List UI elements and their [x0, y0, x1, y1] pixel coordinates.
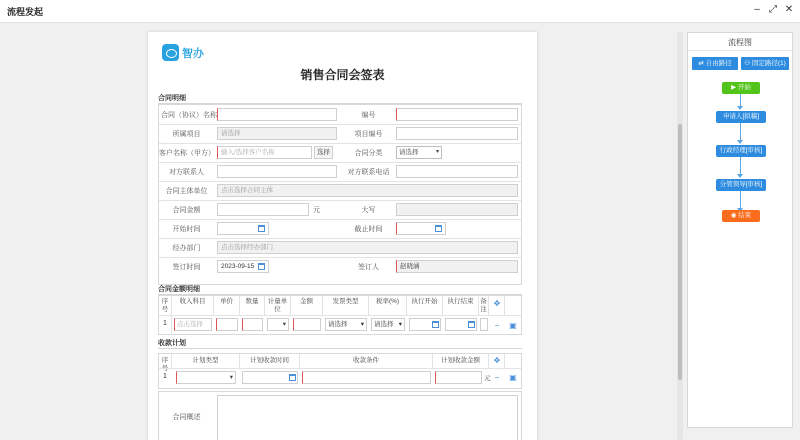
- label-start-time: 开始时间: [172, 226, 201, 233]
- label-their-phone: 对方联系电话: [347, 169, 390, 176]
- column-header: 备注: [479, 296, 489, 315]
- plan-time-input[interactable]: [242, 371, 298, 384]
- flow-title: 流程图: [728, 38, 752, 47]
- measure-unit-select[interactable]: [267, 318, 289, 331]
- form-row: [159, 181, 521, 201]
- label-contract-name: 合同（协议）名称: [161, 112, 217, 119]
- label-number: 编号: [361, 112, 376, 119]
- dept-select[interactable]: 点击选择经办部门: [217, 241, 518, 254]
- start-time-input[interactable]: [217, 222, 269, 235]
- label-summary: 合同概述: [172, 414, 201, 421]
- column-header: 收款条件: [300, 354, 433, 368]
- flow-panel: [687, 32, 793, 428]
- flow-arrow: [737, 106, 743, 110]
- logo-icon: [162, 44, 179, 61]
- sign-date-value: 2023-09-15: [221, 263, 255, 270]
- column-header: 计划收款金额: [433, 354, 489, 368]
- column-header: 发票类型: [323, 296, 369, 315]
- form-row: [159, 200, 521, 220]
- plan-amount-input[interactable]: [435, 371, 482, 384]
- amount-cell-input[interactable]: [293, 318, 321, 331]
- chevron-down-icon: ▾: [282, 321, 286, 328]
- chevron-down-icon: ▾: [360, 321, 364, 328]
- play-icon: ▶: [731, 84, 738, 91]
- flow-arrow: [737, 140, 743, 144]
- table-cell: [159, 316, 172, 334]
- end-time-input[interactable]: [396, 222, 446, 235]
- chevron-down-icon: ▾: [229, 374, 233, 381]
- form-row: [159, 162, 521, 182]
- plan-type-select[interactable]: [176, 371, 236, 384]
- label-uppercase: 大写: [361, 207, 376, 214]
- calendar-icon[interactable]: [435, 225, 442, 232]
- quantity-input[interactable]: [242, 318, 263, 331]
- flow-node-leader[interactable]: 分管领导[审核]: [716, 179, 766, 191]
- label-project-number: 项目编号: [354, 131, 383, 138]
- fixed-path-label: 固定路径(1): [751, 60, 786, 67]
- summary-textarea[interactable]: [217, 395, 518, 440]
- label-project: 所属项目: [172, 131, 201, 138]
- form-row: [159, 143, 521, 163]
- column-header: 金额: [291, 296, 323, 315]
- calendar-icon[interactable]: [258, 263, 265, 270]
- window-title: 流程发起: [7, 7, 44, 17]
- remove-row-icon[interactable]: −: [494, 373, 500, 382]
- flow-node-start[interactable]: [722, 82, 760, 94]
- flow-node-admin-manager[interactable]: 行政经理[审核]: [716, 145, 766, 157]
- flow-node-label: 结束: [738, 212, 752, 219]
- column-header: 执行结束: [443, 296, 479, 315]
- their-phone-input[interactable]: [396, 165, 518, 178]
- chevron-down-icon: ▾: [398, 321, 402, 328]
- column-header: 序号: [159, 296, 172, 315]
- row-index: 1: [163, 373, 167, 380]
- flow-connector: [740, 157, 741, 175]
- number-input[interactable]: [396, 108, 518, 121]
- logo-text: 智办: [182, 48, 204, 60]
- label-dept: 经办部门: [172, 245, 201, 252]
- choose-customer-button[interactable]: 选择: [314, 146, 333, 159]
- exec-start-input[interactable]: [409, 318, 441, 331]
- column-header-add: [489, 296, 505, 315]
- flow-node-applicant[interactable]: 申请人[拟稿]: [716, 111, 766, 123]
- label-signer: 签订人: [358, 264, 379, 271]
- copy-row-icon[interactable]: ▣: [509, 321, 517, 330]
- project-select[interactable]: 请选择: [217, 127, 337, 140]
- column-header: 执行开始: [407, 296, 443, 315]
- amount-input[interactable]: [217, 203, 309, 216]
- amount-detail-table: [158, 295, 522, 335]
- people-icon: ⚇: [744, 60, 752, 67]
- form-title: 销售合同会签表: [300, 68, 385, 82]
- amount-unit: 元: [313, 207, 320, 214]
- copy-row-icon[interactable]: ▣: [509, 373, 517, 382]
- calendar-icon[interactable]: [289, 374, 296, 381]
- flow-node-end[interactable]: [722, 210, 760, 222]
- maximize-icon[interactable]: ⤢: [769, 4, 777, 15]
- flow-arrow: [737, 174, 743, 178]
- row-divider: [159, 315, 521, 316]
- label-sign-time: 签订时间: [172, 264, 201, 271]
- minimize-icon[interactable]: –: [754, 4, 760, 15]
- form-row: [159, 238, 521, 258]
- column-header: 单价: [214, 296, 240, 315]
- column-header: 计划类型: [172, 354, 240, 368]
- invoice-type-select[interactable]: [325, 318, 367, 331]
- contract-name-input[interactable]: [217, 108, 337, 121]
- form-row: [159, 219, 521, 239]
- customer-input[interactable]: 输入/选择客户名称: [217, 146, 312, 159]
- payment-plan-table: [158, 353, 522, 389]
- calendar-icon[interactable]: [468, 321, 475, 328]
- form-row: [159, 124, 521, 144]
- label-contract-type: 合同分类: [354, 150, 383, 157]
- column-header: 计量单位: [265, 296, 291, 315]
- label-subject: 合同主体单位: [165, 188, 208, 195]
- column-header: 数量: [240, 296, 265, 315]
- tax-rate-select[interactable]: [371, 318, 405, 331]
- column-header-add: [489, 354, 505, 368]
- column-header: 计划收款时间: [240, 354, 300, 368]
- invoice-type-value: 请选择: [328, 321, 348, 328]
- free-path-button[interactable]: [692, 57, 738, 70]
- section-amount-detail: 合同金额明细: [158, 284, 522, 295]
- path-icon: ⇄: [698, 60, 706, 67]
- section-payment-plan: 收款计划: [158, 338, 522, 349]
- column-header: 税率(%): [369, 296, 407, 315]
- plan-amount-unit: 元: [484, 375, 491, 382]
- add-row-icon[interactable]: ✥: [493, 356, 501, 365]
- chevron-down-icon: ▾: [435, 149, 439, 155]
- label-customer: 客户名称（甲方）: [159, 150, 215, 157]
- label-amount: 合同金额: [172, 207, 201, 214]
- remark-input[interactable]: [480, 318, 488, 331]
- subject-select[interactable]: 点击选择合同主体: [217, 184, 518, 197]
- calendar-icon[interactable]: [432, 321, 439, 328]
- label-their-contact: 对方联系人: [169, 169, 204, 176]
- summary-row: [158, 391, 522, 440]
- remove-row-icon[interactable]: −: [494, 321, 500, 330]
- label-end-time: 截止时间: [354, 226, 383, 233]
- income-subject-input[interactable]: 点击选择: [174, 318, 212, 331]
- scrollbar-thumb[interactable]: [678, 124, 682, 380]
- row-divider: [159, 368, 521, 369]
- tax-rate-value: 请选择: [374, 321, 394, 328]
- form-row: [159, 257, 521, 276]
- their-contact-input[interactable]: [217, 165, 337, 178]
- divider: [688, 50, 792, 51]
- section-contract-detail: 合同明细: [158, 93, 522, 104]
- sign-time-input[interactable]: [217, 260, 269, 273]
- payment-condition-input[interactable]: [302, 371, 431, 384]
- unit-price-input[interactable]: [216, 318, 238, 331]
- column-header: 序: [159, 354, 172, 368]
- window-titlebar: [0, 0, 800, 23]
- signer-input[interactable]: 赵晓涵: [396, 260, 518, 273]
- uppercase-amount: [396, 203, 518, 216]
- flow-connector: [740, 123, 741, 141]
- contract-detail-table: [158, 104, 522, 285]
- stop-icon: ◉: [730, 212, 739, 219]
- column-header: 收入科目: [172, 296, 214, 315]
- close-icon[interactable]: ✕: [784, 4, 794, 15]
- contract-type-select[interactable]: [396, 146, 442, 159]
- form-row: [159, 105, 521, 125]
- fixed-path-button[interactable]: [741, 57, 789, 70]
- add-row-icon[interactable]: ✥: [493, 299, 501, 308]
- contract-form-document: [148, 32, 537, 440]
- flow-connector: [740, 191, 741, 209]
- calendar-icon[interactable]: [258, 225, 265, 232]
- row-index: 1: [163, 320, 167, 327]
- exec-end-input[interactable]: [445, 318, 477, 331]
- contract-type-value: 请选择: [399, 149, 419, 156]
- project-number-input[interactable]: [396, 127, 518, 140]
- free-path-label: 自由路径: [705, 60, 732, 67]
- flow-node-label: 开始: [737, 84, 751, 91]
